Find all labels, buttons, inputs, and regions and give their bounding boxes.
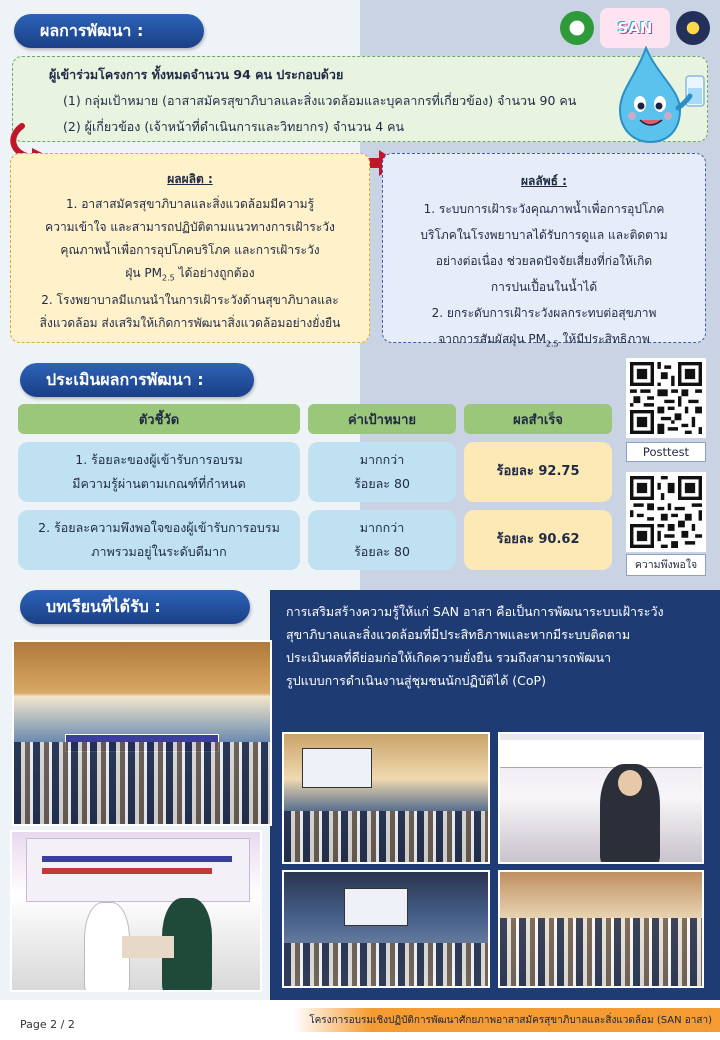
- development-results-heading: ผลการพัฒนา :: [14, 14, 204, 48]
- target-cell-2: [308, 510, 456, 570]
- certificate: [122, 936, 174, 958]
- table-header-result: ผลสำเร็จ: [464, 404, 612, 434]
- indicator-2-line-1: 2. ร้อยละความพึงพอใจของผู้เข้ารับการอบรม: [38, 520, 280, 535]
- san-logo: SAN: [600, 8, 670, 48]
- posttest-qr-code[interactable]: [626, 358, 706, 438]
- result-cell-2: ร้อยละ 90.62: [464, 510, 612, 570]
- indicator-1-line-1: 1. ร้อยละของผู้เข้ารับการอบรม: [75, 452, 243, 467]
- presentation-photo: [282, 870, 490, 988]
- backdrop-text-line: [42, 868, 212, 874]
- participants-line-2: (2) ผู้เกี่ยวข้อง (เจ้าหน้าที่ดำเนินการและวิทยากร) จำนวน 4 คน: [63, 119, 405, 134]
- target-1-line-2: ร้อยละ 80: [354, 476, 410, 491]
- lessons-line-2: สุขาภิบาลและสิ่งแวดล้อมที่มีประสิทธิภาพและหากมีระบบติดตาม: [286, 627, 631, 642]
- evaluation-heading: ประเมินผลการพัฒนา :: [20, 363, 254, 397]
- lessons-line-1: การเสริมสร้างความรู้ให้แก่ SAN อาสา คือเป็นการพัฒนาระบบเฝ้าระวัง: [286, 604, 664, 619]
- target-2-line-1: มากกว่า: [359, 520, 405, 535]
- outputs-line-6: สิ่งแวดล้อม ส่งเสริมให้เกิดการพัฒนาสิ่งแวดล้อมอย่างยั่งยืน: [39, 316, 341, 331]
- outcomes-line-3: อย่างต่อเนื่อง ช่วยลดปัจจัยเสี่ยงที่ก่อให้เกิด: [435, 254, 653, 268]
- ceremony-photo: [10, 830, 262, 992]
- qr-code-icon: [630, 362, 702, 434]
- outputs-title: ผลผลิต :: [167, 172, 213, 186]
- table-header-target: ค่าเป้าหมาย: [308, 404, 456, 434]
- outcomes-box: [382, 153, 706, 349]
- outcomes-pm-subscript: 2.5: [545, 339, 559, 349]
- workshop-photo: [498, 870, 704, 988]
- audience: [284, 811, 488, 862]
- outcomes-line-2: บริโภคในโรงพยาบาลได้รับการดูแล และติดตาม: [420, 228, 668, 242]
- photo-crowd: [14, 742, 270, 824]
- participants-line-1: (1) กลุ่มเป้าหมาย (อาสาสมัครสุขาภิบาลและสิ่งแวดล้อมและบุคลากรที่เกี่ยวข้อง) จำนวน 90 คน: [63, 93, 577, 108]
- participants-box: [12, 56, 708, 142]
- outcomes-line-5: 2. ยกระดับการเฝ้าระวังผลกระทบต่อสุขภาพ: [431, 306, 657, 320]
- outcomes-title: ผลลัพธ์ :: [521, 174, 567, 188]
- meeting-room-photo: [282, 732, 490, 864]
- table-header-indicator: ตัวชี้วัด: [18, 404, 300, 434]
- attendees: [284, 943, 488, 986]
- lessons-line-3: ประเมินผลที่ดีย่อมก่อให้เกิดความยั่งยืน รวมถึงสามารถพัฒนา: [286, 650, 612, 665]
- outputs-line-4-tail: ได้อย่างถูกต้อง: [174, 266, 255, 280]
- outcomes-line-6-text: จากการสัมผัสฝุ่น PM: [438, 332, 546, 346]
- satisfaction-qr-code[interactable]: [626, 472, 706, 552]
- outputs-line-4: [11, 262, 369, 289]
- workshop-participants: [500, 918, 702, 986]
- outcomes-line-1: 1. ระบบการเฝ้าระวังคุณภาพน้ำเพื่อการอุปโภค: [423, 202, 665, 216]
- participants-heading: ผู้เข้าร่วมโครงการ ทั้งหมดจำนวน 94 คน ประกอบด้วย: [49, 67, 344, 82]
- water-drop-mascot-icon: [606, 46, 710, 146]
- outputs-line-1: 1. อาสาสมัครสุขาภิบาลและสิ่งแวดล้อมมีความรู้: [65, 197, 315, 211]
- logo-group: [560, 8, 710, 48]
- qr-code-icon: [630, 476, 702, 548]
- target-cell-1: [308, 442, 456, 502]
- outputs-pm-subscript: 2.5: [162, 273, 175, 283]
- green-seal-logo: [560, 11, 594, 45]
- outcomes-line-6: [383, 326, 705, 357]
- outcomes-line-4: การปนเปื้อนในน้ำได้: [490, 280, 598, 294]
- indicator-2-line-2: ภาพรวมอยู่ในระดับดีมาก: [91, 544, 227, 559]
- outputs-line-4-text: ฝุ่น PM: [125, 266, 163, 280]
- page-number: Page 2 / 2: [20, 1018, 75, 1031]
- lessons-text: [286, 600, 706, 692]
- group-photo: [12, 640, 272, 826]
- project-footer: โครงการอบรมเชิงปฏิบัติการพัฒนาศักยภาพอาสาสมัครสุขาภิบาลและสิ่งแวดล้อม (SAN อาสา): [294, 1008, 720, 1032]
- projector-screen: [302, 748, 372, 788]
- dark-emblem-logo: [676, 11, 710, 45]
- target-2-line-2: ร้อยละ 80: [354, 544, 410, 559]
- indicator-1-line-2: มีความรู้ผ่านตามเกณฑ์ที่กำหนด: [72, 476, 246, 491]
- posttest-label: Posttest: [626, 442, 706, 462]
- presentation-screen: [344, 888, 408, 926]
- speaker-face: [618, 770, 642, 796]
- outputs-box: [10, 153, 370, 343]
- backdrop-text-line: [42, 856, 232, 862]
- indicator-cell-2: [18, 510, 300, 570]
- result-cell-1: ร้อยละ 92.75: [464, 442, 612, 502]
- outputs-line-3: คุณภาพน้ำเพื่อการอุปโภคบริโภค และการเฝ้าระวัง: [60, 243, 320, 257]
- target-1-line-1: มากกว่า: [359, 452, 405, 467]
- lessons-heading: บทเรียนที่ได้รับ :: [20, 590, 250, 624]
- lessons-line-4: รูปแบบการดำเนินงานสู่ชุมชนนักปฏิบัติได้ (CoP): [286, 673, 546, 688]
- speaker-backdrop: [500, 740, 704, 768]
- speaker-photo: [498, 732, 704, 864]
- outputs-line-2: ความเข้าใจ และสามารถปฏิบัติตามแนวทางการเฝ้าระวัง: [45, 220, 335, 234]
- satisfaction-label: ความพึงพอใจ: [626, 554, 706, 576]
- outcomes-line-6-tail: ให้มีประสิทธิภาพ: [558, 332, 650, 346]
- outputs-line-5: 2. โรงพยาบาลมีแกนนำในการเฝ้าระวังด้านสุขาภิบาลและ: [41, 293, 339, 308]
- indicator-cell-1: [18, 442, 300, 502]
